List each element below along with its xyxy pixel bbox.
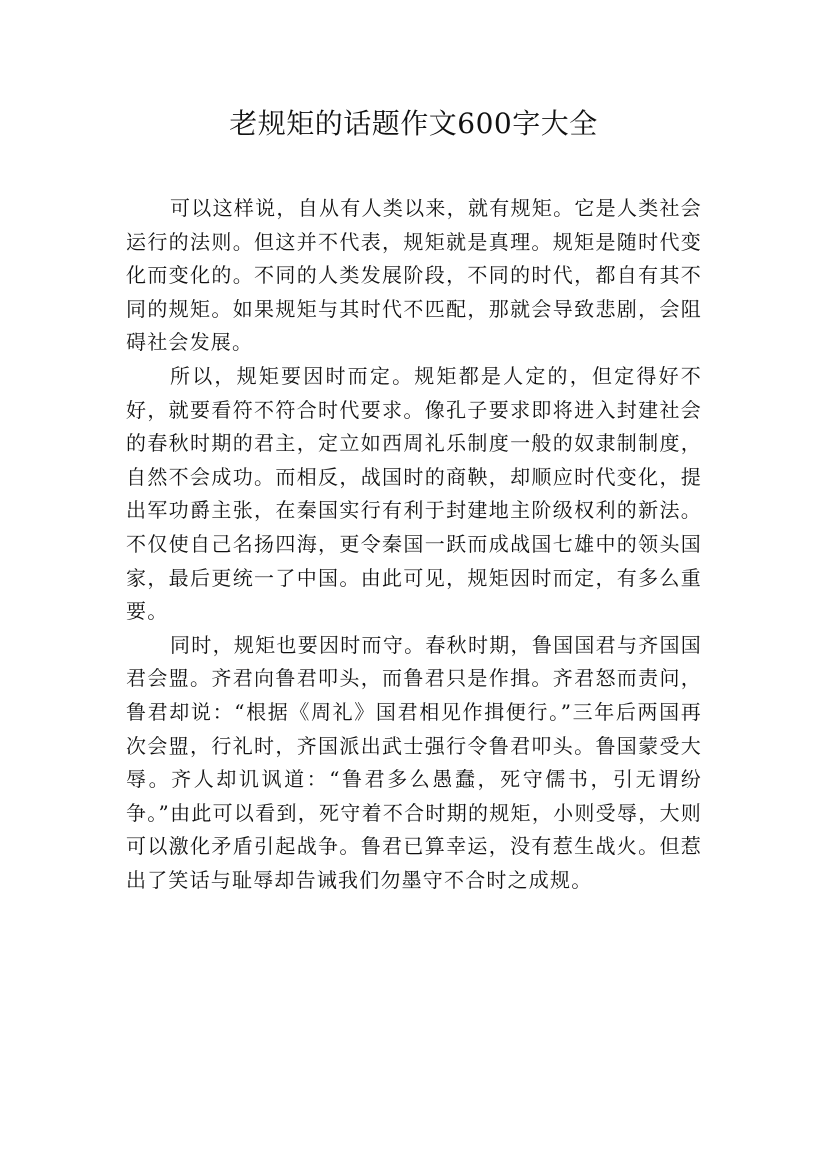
paragraph-2: 所以，规矩要因时而定。规矩都是人定的，但定得好不好，就要看符不符合时代要求。像孔子要求即将进入封建社会的春秋时期的君主，定立如西周礼乐制度一般的奴隶制制度，自然不会成功。而相反，战国时的商鞅，却顺应时代变化，提出军功爵主张，在秦国实行有利于封建地主阶级权利的新法。不仅使自己名扬四海，更令秦国一跃而成战国七雄中的领头国家，最后更统一了中国。由此可见，规矩因时而定，有多么重要。 bbox=[126, 363, 702, 624]
document-title: 老规矩的话题作文600字大全 bbox=[229, 107, 598, 140]
document-body bbox=[126, 192, 702, 897]
paragraph-1: 可以这样说，自从有人类以来，就有规矩。它是人类社会运行的法则。但这并不代表，规矩就是真理。规矩是随时代变化而变化的。不同的人类发展阶段，不同的时代，都自有其不同的规矩。如果规矩与其时代不匹配，那就会导致悲剧，会阻碍社会发展。 bbox=[126, 196, 702, 355]
paragraph-3: 同时，规矩也要因时而守。春秋时期，鲁国国君与齐国国君会盟。齐君向鲁君叩头，而鲁君只是作揖。齐君怒而责问，鲁君却说：“根据《周礼》国君相见作揖便行。”三年后两国再次会盟，行礼时，齐国派出武士强行令鲁君叩头。鲁国蒙受大辱。齐人却讥讽道：“鲁君多么愚蠢，死守儒书，引无谓纷争。”由此可以看到，死守着不合时期的规矩，小则受辱，大则可以激化矛盾引起战争。鲁君已算幸运，没有惹生战火。但惹出了笑话与耻辱却告诫我们勿墨守不合时之成规。 bbox=[126, 632, 702, 892]
